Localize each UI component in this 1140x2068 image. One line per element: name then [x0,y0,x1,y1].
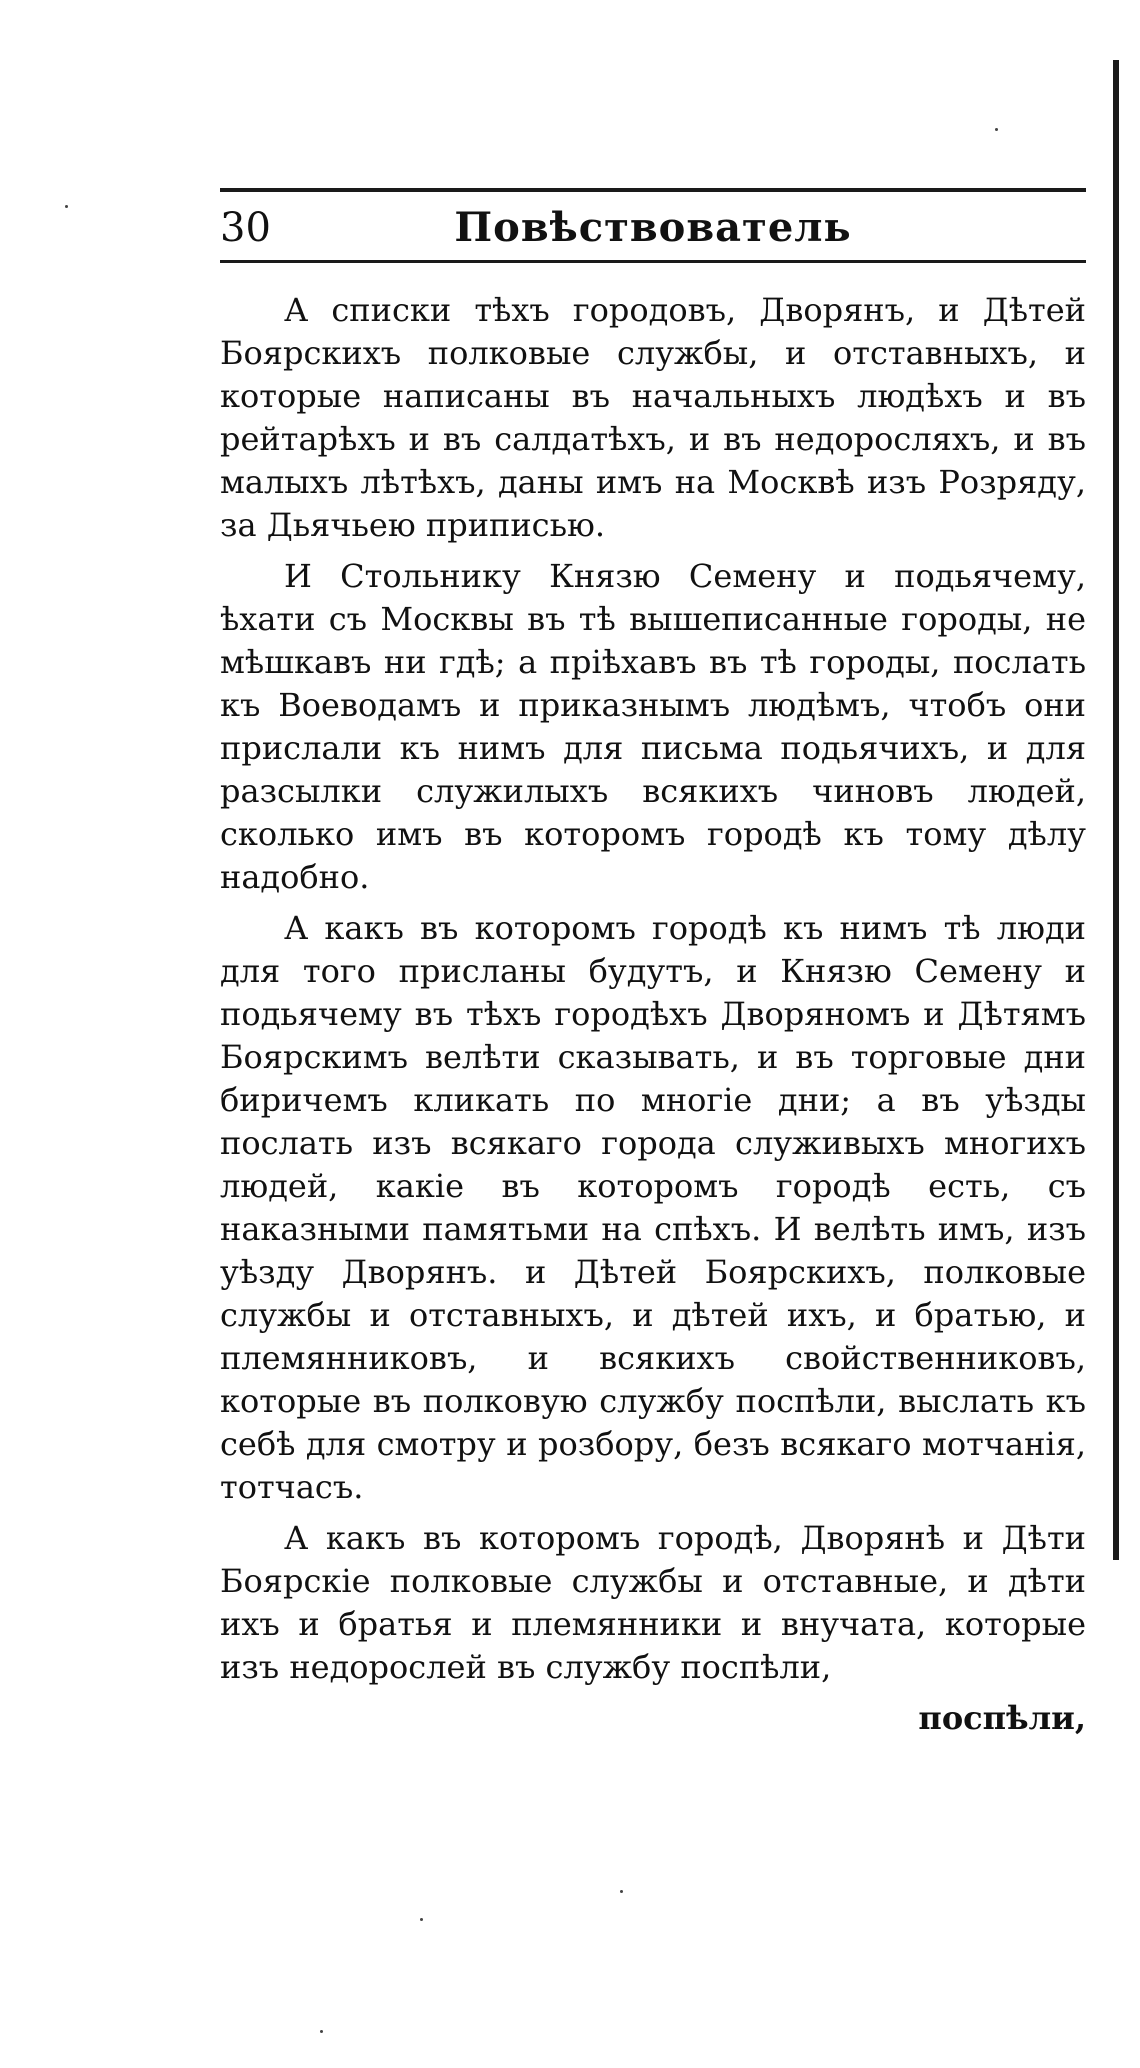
paragraph: А какъ въ которомъ городѣ къ нимъ тѣ люди для того присланы будутъ, и Князю Семену и подьячему въ тѣхъ городѣхъ Дворяномъ и Дѣтямъ Боярскимъ велѣти сказывать, и въ торговые дни биричемъ кликать по многіе дни; а въ уѣзды послать изъ всякаго города служивыхъ многихъ людей, какіе въ которомъ городѣ есть, съ наказными памятьми на спѣхъ. И велѣть имъ, изъ уѣзду Дворянъ. и Дѣтей Боярскихъ, полковые службы и отставныхъ, и дѣтей ихъ, и братью, и племянниковъ, и всякихъ свойственниковъ, которые въ полковую службу поспѣли, выслать къ себѣ для смотру и розбору, безъ всякаго мотчанія, тотчасъ. [220,909,1086,1506]
page-number: 30 [220,205,271,251]
running-header [220,202,1086,254]
paper-speck [620,1890,623,1893]
page [220,188,1086,1740]
paper-speck [420,1918,423,1921]
header-rule-top [220,188,1086,192]
paragraph: А списки тѣхъ городовъ, Дворянъ, и Дѣтей Боярскихъ полковые службы, и отставныхъ, и которые написаны въ начальныхъ людѣхъ и въ рейтарѣхъ и въ салдатѣхъ, и въ недоросляхъ, и въ малыхъ лѣтѣхъ, даны имъ на Москвѣ изъ Розряду, за Дьячьею приписью. [220,291,1086,544]
page-edge-line [1113,60,1119,1560]
paragraph: А какъ въ которомъ городѣ, Дворянѣ и Дѣти Боярскіе полковые службы и отставные, и дѣти ихъ и братья и племянники и внучата, которые изъ недорослей въ службу поспѣли, [220,1519,1086,1686]
running-title: Повѣствователь [454,204,852,251]
paper-speck [995,128,998,131]
header-rule-bottom [220,260,1086,263]
paragraph: И Стольнику Князю Семену и подьячему, ѣхати съ Москвы въ тѣ вышеписанные городы, не мѣшкавъ ни гдѣ; а пріѣхавъ въ тѣ городы, послать къ Воеводамъ и приказнымъ людѣмъ, чтобъ они прислали къ нимъ для письма подьячихъ, и для разсылки служилыхъ всякихъ чиновъ людей, сколько имъ въ которомъ городѣ къ тому дѣлу надобно. [220,557,1086,896]
body-text [220,289,1086,1689]
paper-speck [320,2030,323,2033]
catchword: поспѣли, [918,1699,1086,1737]
paper-speck [65,205,68,208]
